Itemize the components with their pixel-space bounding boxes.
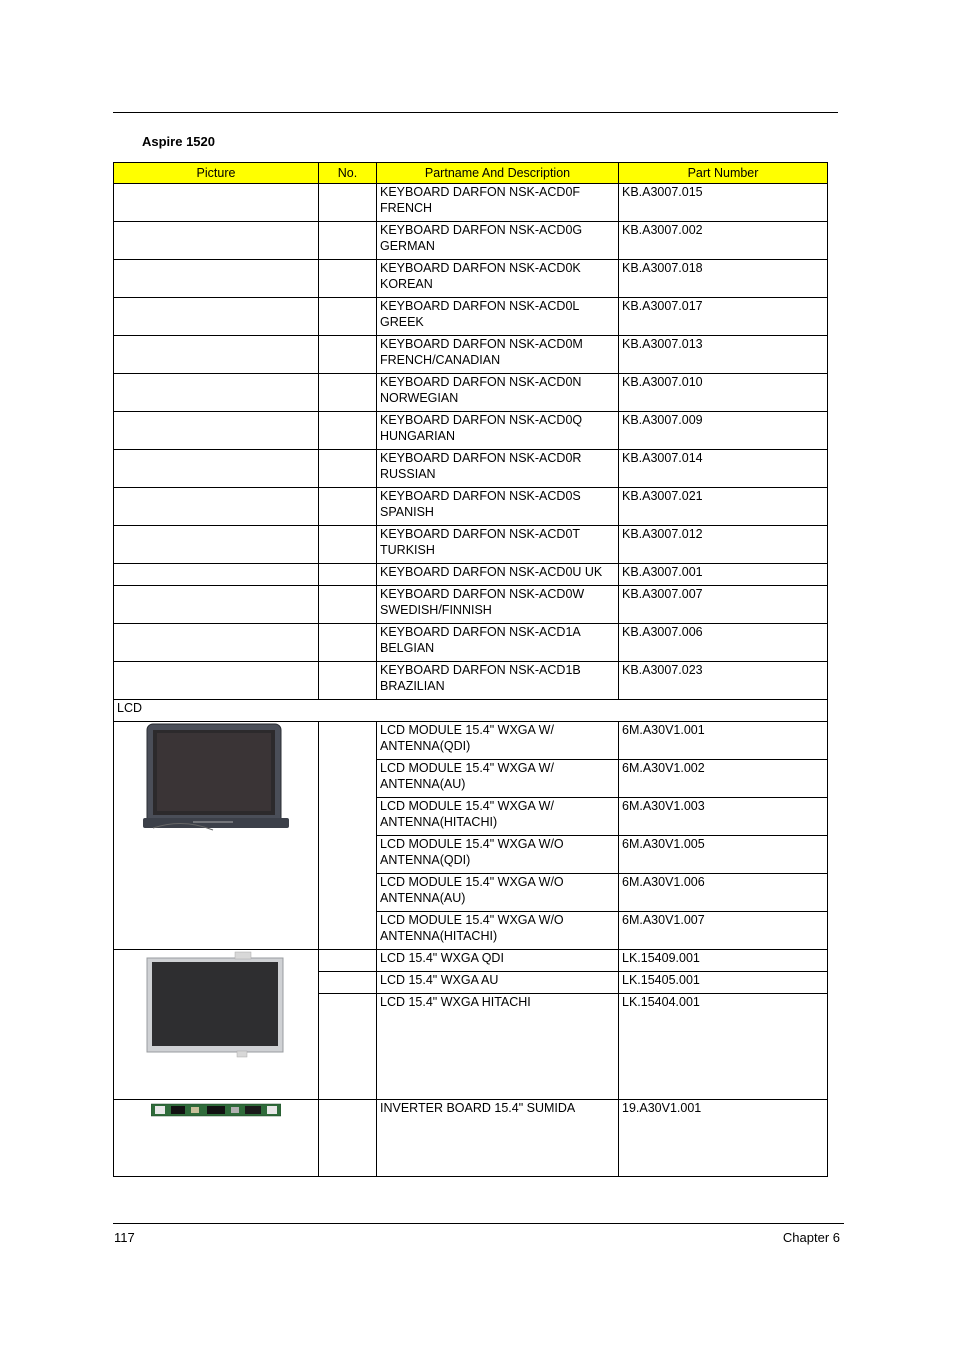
description-cell: KEYBOARD DARFON NSK-ACD0N NORWEGIAN xyxy=(377,374,619,412)
no-cell xyxy=(319,374,377,412)
picture-cell xyxy=(114,1100,319,1177)
table-row xyxy=(114,586,828,624)
parts-table xyxy=(113,162,828,1177)
no-cell xyxy=(319,950,377,972)
no-cell xyxy=(319,972,377,994)
section-title: Aspire 1520 xyxy=(142,134,215,149)
picture-cell xyxy=(114,184,319,222)
part-number-cell: KB.A3007.013 xyxy=(619,336,828,374)
picture-cell xyxy=(114,564,319,586)
table-row xyxy=(114,298,828,336)
no-cell xyxy=(319,298,377,336)
no-cell xyxy=(319,564,377,586)
table-row xyxy=(114,260,828,298)
part-number-cell: KB.A3007.015 xyxy=(619,184,828,222)
header-row xyxy=(114,163,828,184)
part-number-cell: KB.A3007.010 xyxy=(619,374,828,412)
bottom-rule xyxy=(113,1223,844,1224)
table-row xyxy=(114,412,828,450)
description-cell: KEYBOARD DARFON NSK-ACD0T TURKISH xyxy=(377,526,619,564)
picture-cell xyxy=(114,526,319,564)
table-row xyxy=(114,526,828,564)
description-cell: LCD MODULE 15.4" WXGA W/ ANTENNA(QDI) xyxy=(377,722,619,760)
part-number-cell: 6M.A30V1.001 xyxy=(619,722,828,760)
table-row xyxy=(114,336,828,374)
part-number-cell: 6M.A30V1.007 xyxy=(619,912,828,950)
no-cell xyxy=(319,1100,377,1177)
part-number-cell: KB.A3007.007 xyxy=(619,586,828,624)
picture-cell xyxy=(114,336,319,374)
picture-cell xyxy=(114,412,319,450)
header-description: Partname And Description xyxy=(377,163,619,184)
no-cell xyxy=(319,450,377,488)
no-cell xyxy=(319,586,377,624)
picture-cell xyxy=(114,662,319,700)
part-number-cell: KB.A3007.018 xyxy=(619,260,828,298)
description-cell: KEYBOARD DARFON NSK-ACD0K KOREAN xyxy=(377,260,619,298)
picture-cell xyxy=(114,722,319,950)
no-cell xyxy=(319,488,377,526)
table-row xyxy=(114,564,828,586)
description-cell: LCD MODULE 15.4" WXGA W/O ANTENNA(AU) xyxy=(377,874,619,912)
no-cell xyxy=(319,184,377,222)
description-cell: KEYBOARD DARFON NSK-ACD0U UK xyxy=(377,564,619,586)
section-row-lcd xyxy=(114,700,828,722)
part-number-cell: KB.A3007.006 xyxy=(619,624,828,662)
picture-cell xyxy=(114,950,319,1100)
table-row xyxy=(114,222,828,260)
description-cell: KEYBOARD DARFON NSK-ACD0Q HUNGARIAN xyxy=(377,412,619,450)
description-cell: KEYBOARD DARFON NSK-ACD0G GERMAN xyxy=(377,222,619,260)
no-cell xyxy=(319,412,377,450)
description-cell: LCD MODULE 15.4" WXGA W/ ANTENNA(HITACHI) xyxy=(377,798,619,836)
part-number-cell: KB.A3007.017 xyxy=(619,298,828,336)
table-row xyxy=(114,488,828,526)
no-cell xyxy=(319,222,377,260)
lcd-module-image xyxy=(143,722,289,834)
part-number-cell: KB.A3007.009 xyxy=(619,412,828,450)
chapter-label: Chapter 6 xyxy=(782,1230,840,1245)
picture-cell xyxy=(114,624,319,662)
description-cell: LCD 15.4" WXGA AU xyxy=(377,972,619,994)
description-cell: KEYBOARD DARFON NSK-ACD0S SPANISH xyxy=(377,488,619,526)
picture-cell xyxy=(114,222,319,260)
description-cell: KEYBOARD DARFON NSK-ACD0W SWEDISH/FINNISH xyxy=(377,586,619,624)
no-cell xyxy=(319,336,377,374)
description-cell: KEYBOARD DARFON NSK-ACD0R RUSSIAN xyxy=(377,450,619,488)
page-number: 117 xyxy=(114,1230,135,1245)
top-rule xyxy=(113,112,838,113)
no-cell xyxy=(319,260,377,298)
part-number-cell: 6M.A30V1.003 xyxy=(619,798,828,836)
description-cell: LCD 15.4" WXGA QDI xyxy=(377,950,619,972)
no-cell xyxy=(319,722,377,950)
table-row xyxy=(114,624,828,662)
description-cell: LCD MODULE 15.4" WXGA W/ ANTENNA(AU) xyxy=(377,760,619,798)
table-row xyxy=(114,184,828,222)
description-cell: KEYBOARD DARFON NSK-ACD0M FRENCH/CANADIAN xyxy=(377,336,619,374)
description-cell: KEYBOARD DARFON NSK-ACD0L GREEK xyxy=(377,298,619,336)
picture-cell xyxy=(114,450,319,488)
part-number-cell: 19.A30V1.001 xyxy=(619,1100,828,1177)
picture-cell xyxy=(114,374,319,412)
picture-cell xyxy=(114,586,319,624)
part-number-cell: 6M.A30V1.005 xyxy=(619,836,828,874)
no-cell xyxy=(319,624,377,662)
description-cell: KEYBOARD DARFON NSK-ACD1B BRAZILIAN xyxy=(377,662,619,700)
description-cell: INVERTER BOARD 15.4" SUMIDA xyxy=(377,1100,619,1177)
table-row xyxy=(114,374,828,412)
part-number-cell: LK.15409.001 xyxy=(619,950,828,972)
part-number-cell: KB.A3007.014 xyxy=(619,450,828,488)
inverter-board-image xyxy=(151,1100,281,1120)
section-label-lcd: LCD xyxy=(114,700,828,722)
table-row xyxy=(114,450,828,488)
description-cell: LCD 15.4" WXGA HITACHI xyxy=(377,994,619,1100)
part-number-cell: LK.15404.001 xyxy=(619,994,828,1100)
part-number-cell: KB.A3007.002 xyxy=(619,222,828,260)
part-number-cell: KB.A3007.021 xyxy=(619,488,828,526)
description-cell: KEYBOARD DARFON NSK-ACD0F FRENCH xyxy=(377,184,619,222)
part-number-cell: LK.15405.001 xyxy=(619,972,828,994)
picture-cell xyxy=(114,260,319,298)
header-no: No. xyxy=(319,163,377,184)
picture-cell xyxy=(114,298,319,336)
table-row xyxy=(114,662,828,700)
description-cell: LCD MODULE 15.4" WXGA W/O ANTENNA(QDI) xyxy=(377,836,619,874)
part-number-cell: KB.A3007.023 xyxy=(619,662,828,700)
header-picture: Picture xyxy=(114,163,319,184)
picture-cell xyxy=(114,488,319,526)
header-part-number: Part Number xyxy=(619,163,828,184)
table-row xyxy=(114,1100,828,1177)
part-number-cell: KB.A3007.012 xyxy=(619,526,828,564)
part-number-cell: 6M.A30V1.002 xyxy=(619,760,828,798)
no-cell xyxy=(319,662,377,700)
lcd-panel-image xyxy=(143,950,289,1060)
description-cell: LCD MODULE 15.4" WXGA W/O ANTENNA(HITACHI) xyxy=(377,912,619,950)
no-cell xyxy=(319,994,377,1100)
description-cell: KEYBOARD DARFON NSK-ACD1A BELGIAN xyxy=(377,624,619,662)
table-row xyxy=(114,950,828,972)
no-cell xyxy=(319,526,377,564)
part-number-cell: KB.A3007.001 xyxy=(619,564,828,586)
table-row xyxy=(114,722,828,760)
part-number-cell: 6M.A30V1.006 xyxy=(619,874,828,912)
